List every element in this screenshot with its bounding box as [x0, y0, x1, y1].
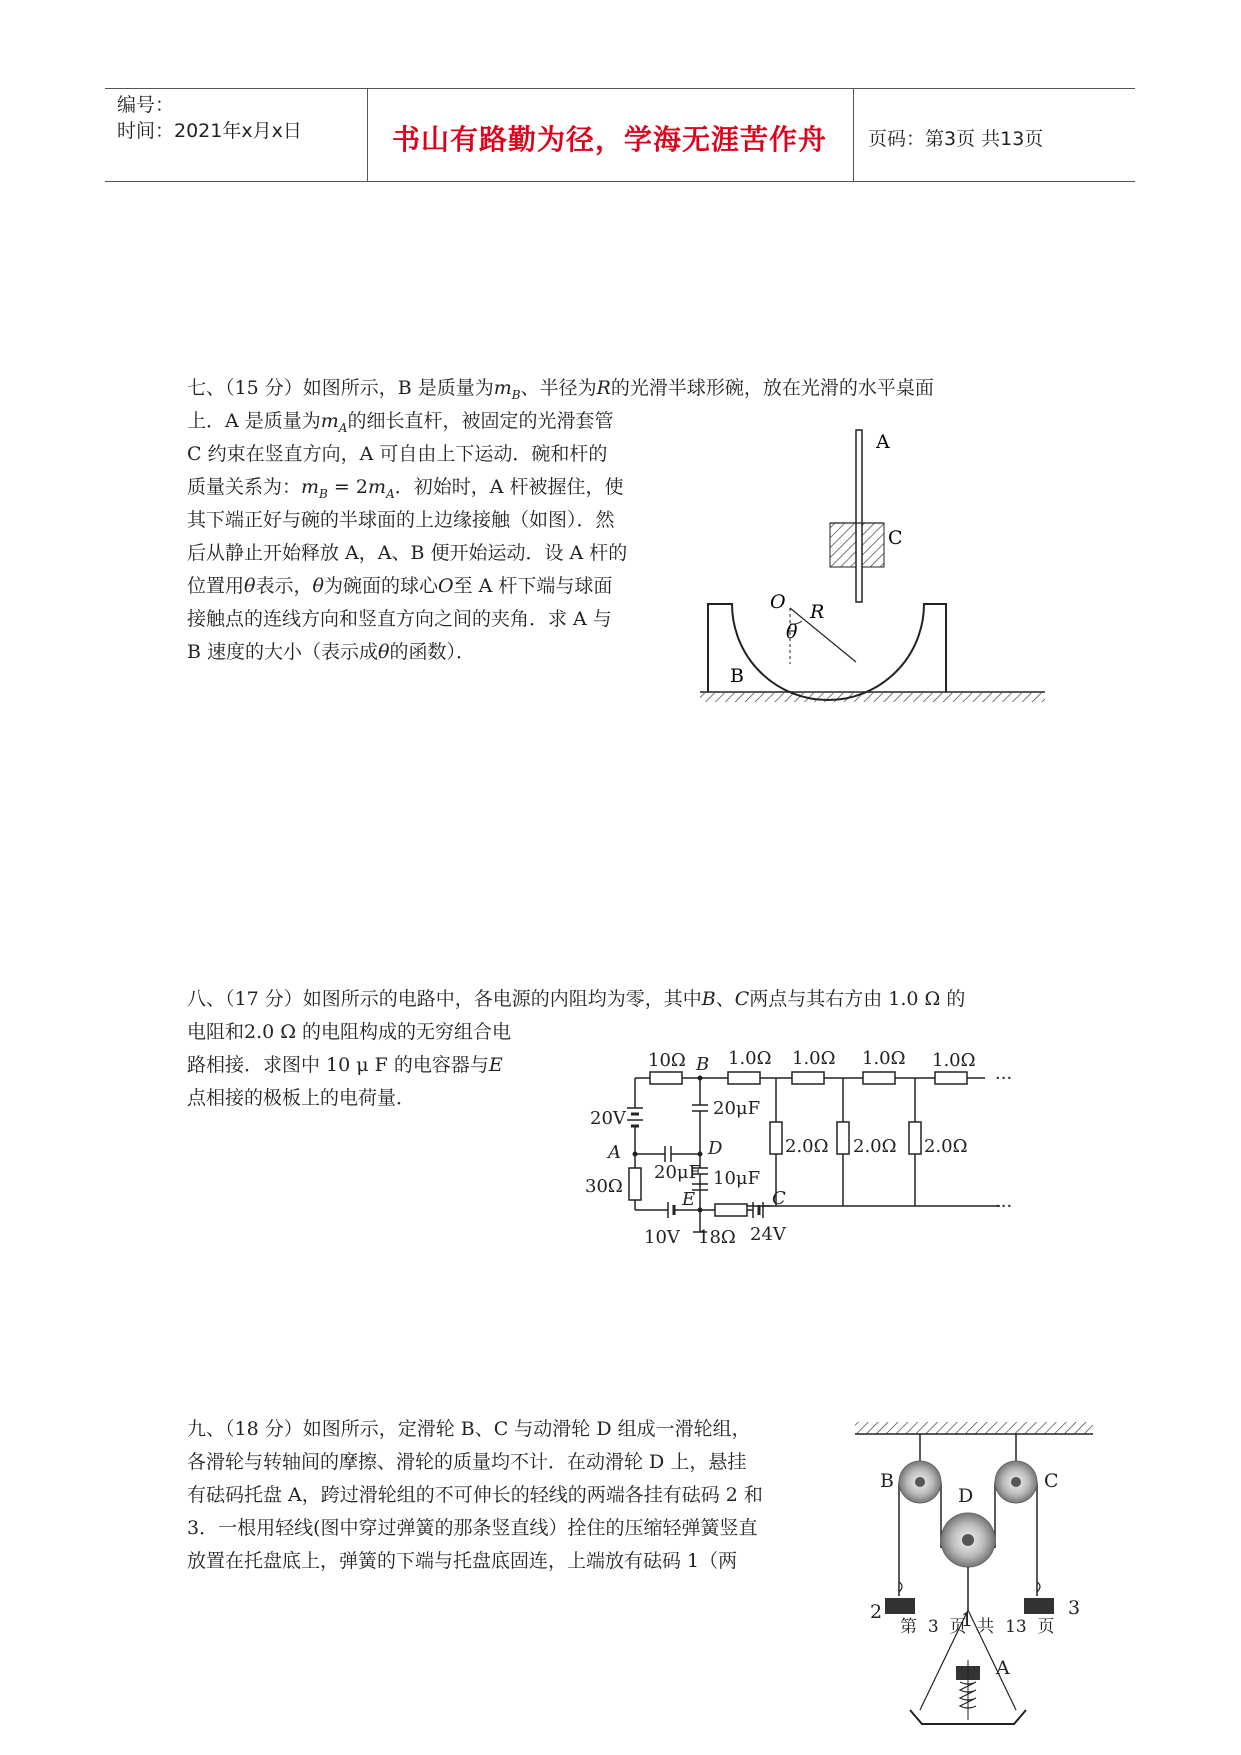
label-24V: 24V — [750, 1224, 786, 1245]
label-O: O — [770, 591, 786, 613]
figure-pulleys — [850, 1420, 1100, 1750]
label-A: A — [608, 1142, 621, 1163]
problem7-line4: 质量关系为：$m_B = 2m_A$．初始时，A 杆被握住，使 — [187, 476, 624, 501]
label-R: R — [810, 601, 825, 623]
resistor-2b — [837, 1122, 849, 1154]
header-time — [117, 117, 302, 145]
problem9-line3: 有砝码托盘 A，跨过滑轮组的不可伸长的轻线的两端各挂有砝码 2 和 — [187, 1484, 763, 1506]
label-C: C — [888, 527, 903, 549]
problem9-line1: 九、（18 分）如图所示，定滑轮 B、C 与动滑轮 D 组成一滑轮组， — [187, 1418, 751, 1440]
figure-bowl-rod — [690, 420, 1060, 720]
label-A: A — [876, 431, 890, 453]
symbol-mB: $m_B$ — [493, 377, 521, 402]
label-D: D — [958, 1485, 974, 1507]
label-18ohm: 18Ω — [698, 1227, 736, 1248]
label-B: B — [696, 1054, 710, 1075]
label-r2b: 2.0Ω — [853, 1136, 897, 1157]
label-theta: θ — [786, 621, 798, 643]
label-20V: 20V — [590, 1108, 626, 1129]
label-r2a: 2.0Ω — [785, 1136, 829, 1157]
problem8-line2: 电阻和2.0 Ω 的电阻构成的无穷组合电 — [187, 1021, 512, 1043]
resistor-30 — [629, 1168, 641, 1200]
rod-A — [856, 430, 862, 602]
label-r1b: 1.0Ω — [792, 1050, 836, 1069]
time-label: 时间：2021年x月x日 — [117, 120, 302, 142]
problem7-line6: 后从静止开始释放 A，A、B 便开始运动．设 A 杆的 — [187, 542, 628, 564]
resistor-2c — [909, 1122, 921, 1154]
label-r1d: 1.0Ω — [932, 1050, 976, 1071]
label-10ohm: 10Ω — [648, 1050, 686, 1071]
resistor-1a — [728, 1072, 760, 1084]
header-page-info: 页码：第3页 共13页 — [868, 128, 1044, 150]
resistor-1b — [792, 1072, 824, 1084]
problem7-line9: B 速度的大小（表示成θ的函数）． — [187, 641, 475, 663]
header-divider-left — [367, 88, 368, 182]
problem7-line8: 接触点的连线方向和竖直方向之间的夹角．求 A 与 — [187, 608, 612, 630]
label-A: A — [996, 1657, 1010, 1679]
label-E: E — [682, 1189, 696, 1210]
sleeve-C-left — [830, 523, 856, 567]
problem7-line3: C 约束在竖直方向，A 可自由上下运动．碗和杆的 — [187, 443, 608, 465]
problem8-line1: 八、（17 分）如图所示的电路中，各电源的内阻均为零，其中B、C两点与其右方由 1.0 Ω 的 — [187, 988, 966, 1010]
resistor-2a — [770, 1122, 782, 1154]
label-dots-bottom: ··· — [995, 1196, 1013, 1217]
problem7-line2: 上．A 是质量为$m_A$的细长直杆，被固定的光滑套管 — [187, 410, 614, 435]
figure-circuit — [580, 1050, 1040, 1250]
label-D: D — [708, 1138, 723, 1159]
header-serial — [117, 91, 174, 119]
label-C: C — [1044, 1470, 1059, 1492]
problem8-line4: 点相接的极板上的电荷量． — [187, 1087, 416, 1109]
problem7-line1: 七、（15 分）如图所示，B 是质量为$m_B$、半径为R的光滑半球形碗，放在光滑的水平桌面 — [187, 377, 934, 402]
label-C: C — [772, 1188, 786, 1209]
label-20uF-mid: 20μF — [654, 1162, 702, 1183]
ceiling-hatch — [855, 1422, 1093, 1434]
label-10V: 10V — [644, 1227, 680, 1248]
label-3: 3 — [1068, 1597, 1081, 1619]
sleeve-C-right — [862, 523, 884, 567]
problem7-line5: 其下端正好与碗的半球面的上边缘接触（如图）．然 — [187, 509, 615, 531]
resistor-1d — [935, 1072, 967, 1084]
problem9-line5: 放置在托盘底上，弹簧的下端与托盘底固连，上端放有砝码 1（两 — [187, 1550, 738, 1572]
label-dots-top: ··· — [995, 1068, 1013, 1089]
label-B: B — [730, 665, 744, 687]
serial-label: 编号： — [117, 94, 175, 116]
problem8-line3: 路相接．求图中 10 μ F 的电容器与E — [187, 1054, 503, 1076]
label-20uF-top: 20μF — [713, 1098, 761, 1119]
header-divider-right — [853, 88, 854, 182]
label-B: B — [880, 1470, 894, 1492]
ground-hatch — [700, 693, 1045, 702]
resistor-18 — [715, 1204, 747, 1216]
header-motto: 书山有路勤为径，学海无涯苦作舟 — [392, 123, 828, 156]
label-10uF: 10μF — [713, 1168, 761, 1189]
label-2: 2 — [870, 1601, 883, 1623]
header-top-rule — [105, 88, 1135, 89]
label-r1a: 1.0Ω — [728, 1050, 772, 1069]
problem9-line4: 3．一根用轻线(图中穿过弹簧的那条竖直线）拴住的压缩轻弹簧竖直 — [187, 1517, 758, 1539]
resistor-10 — [650, 1072, 682, 1084]
resistor-1c — [863, 1072, 895, 1084]
label-r1c: 1.0Ω — [862, 1050, 906, 1069]
label-r2c: 2.0Ω — [924, 1136, 968, 1157]
header-bottom-rule — [105, 181, 1135, 182]
problem9-line2: 各滑轮与转轴间的摩擦、滑轮的质量均不计．在动滑轮 D 上，悬挂 — [187, 1451, 747, 1473]
footer-page-number: 第 3 页 共 13 页 — [900, 1617, 1055, 1637]
label-30ohm: 30Ω — [585, 1176, 623, 1197]
problem7-line7: 位置用θ表示，θ为碗面的球心O至 A 杆下端与球面 — [187, 575, 613, 597]
label-1: 1 — [961, 1609, 974, 1631]
